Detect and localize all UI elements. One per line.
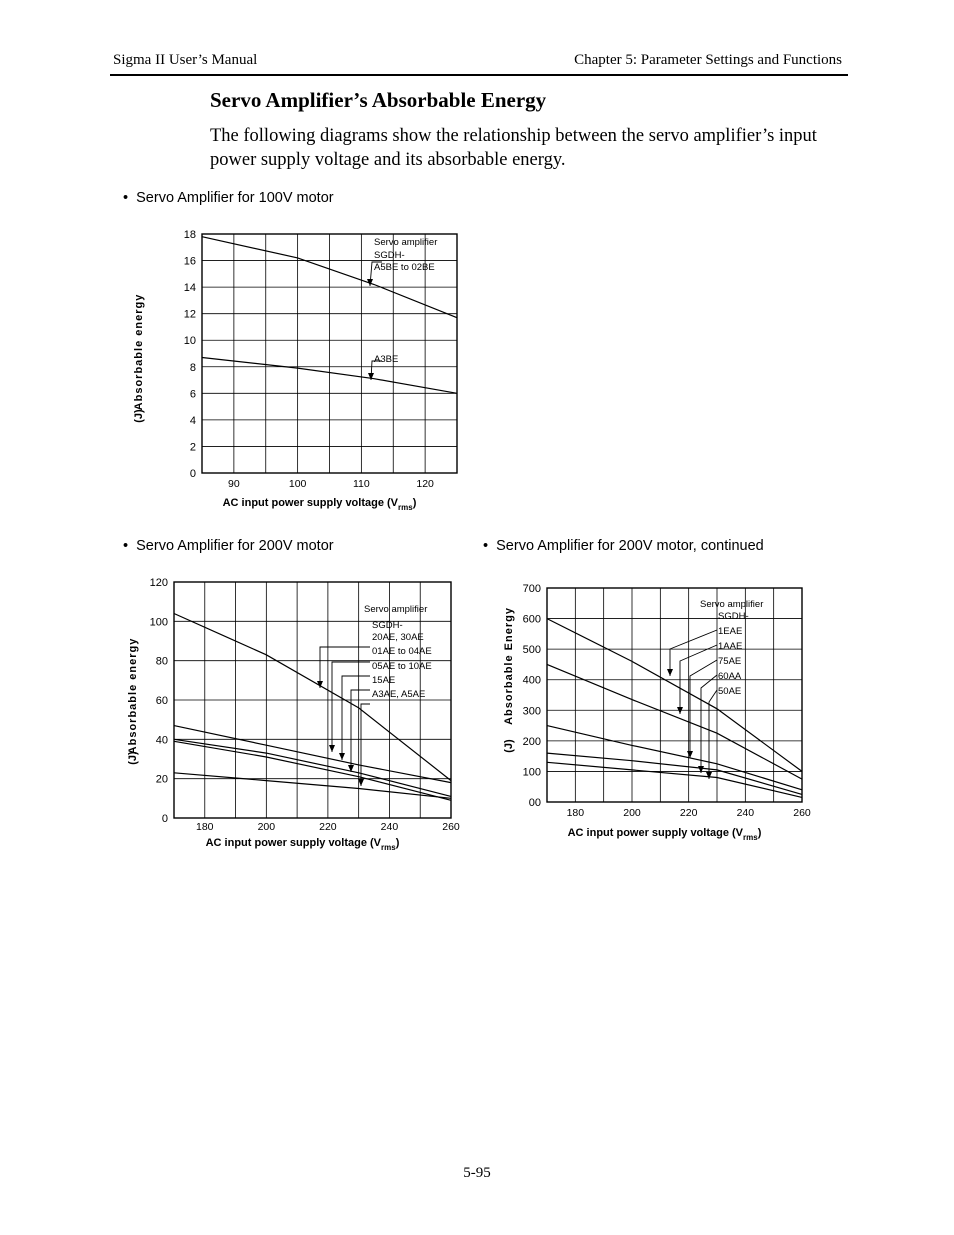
y-axis-label: Absorbable energy xyxy=(127,637,139,755)
y-tick-label: 18 xyxy=(183,229,196,241)
leader-arrowhead xyxy=(667,669,673,676)
leader-arrowhead xyxy=(706,772,712,779)
y-axis-label: Absorbable energy xyxy=(133,293,145,411)
y-tick-label: 8 xyxy=(189,361,196,374)
y-tick-label: 300 xyxy=(522,705,541,718)
y-tick-label: 600 xyxy=(522,613,541,626)
annotation-label: SGDH- xyxy=(374,250,405,261)
x-axis-label-end: ) xyxy=(412,497,417,509)
y-tick-label: 200 xyxy=(522,735,541,748)
annotation-label: 60AA xyxy=(718,671,742,682)
leader-arrowhead xyxy=(329,745,335,752)
y-tick-label: 16 xyxy=(183,255,196,268)
x-axis-label-main: AC input power supply voltage (V xyxy=(567,827,744,839)
series-line xyxy=(547,619,802,772)
bullet-200v: • Servo Amplifier for 200V motor xyxy=(123,538,334,554)
bullet-200v-continued: • Servo Amplifier for 200V motor, continued xyxy=(483,538,764,554)
y-tick-label: 120 xyxy=(149,577,168,589)
annotation-label: 15AE xyxy=(372,675,396,686)
x-tick-label: 200 xyxy=(623,807,641,819)
x-tick-label: 260 xyxy=(442,821,460,833)
y-tick-label: 500 xyxy=(522,644,541,657)
leader-arrowhead xyxy=(698,766,704,773)
x-axis-label xyxy=(223,497,417,512)
leader-line xyxy=(690,660,717,758)
leader-line xyxy=(342,676,370,760)
y-tick-label: 80 xyxy=(155,655,168,668)
annotation-label: 1AAE xyxy=(718,641,743,652)
y-tick-label: 14 xyxy=(183,282,196,295)
x-tick-label: 240 xyxy=(380,821,399,833)
x-axis-label xyxy=(568,827,762,842)
x-axis-label-main: AC input power supply voltage (V xyxy=(222,497,399,509)
x-axis-label xyxy=(206,837,400,852)
section-intro: The following diagrams show the relationship between the servo amplifier’s input power supply voltage and its absorbable energy. xyxy=(210,126,817,170)
annotation-label: 20AE, 30AE xyxy=(372,632,424,643)
y-tick-label: 700 xyxy=(522,583,541,595)
x-tick-label: 220 xyxy=(679,807,698,819)
x-tick-label: 260 xyxy=(793,807,811,819)
header-rule xyxy=(110,74,848,76)
series-line xyxy=(174,741,451,800)
x-tick-label: 180 xyxy=(566,807,585,819)
annotation-label: Servo amplifier xyxy=(374,237,438,248)
chart-200v-continued xyxy=(490,576,820,846)
page-number: 5-95 xyxy=(463,1165,491,1181)
section-title: Servo Amplifier’s Absorbable Energy xyxy=(210,88,547,112)
annotation-label: Servo amplifier xyxy=(364,604,428,615)
x-tick-label: 120 xyxy=(416,478,434,490)
y-tick-label: 400 xyxy=(522,674,541,687)
y-axis-unit: (J) xyxy=(503,739,515,753)
x-tick-label: 100 xyxy=(288,478,307,490)
annotation-label: A3BE xyxy=(374,354,399,365)
y-tick-label: 4 xyxy=(189,414,196,427)
x-axis-label-end: ) xyxy=(757,827,762,839)
y-tick-label: 0 xyxy=(161,813,168,825)
y-axis-label: Absorbable Energy xyxy=(503,607,515,725)
leader-line xyxy=(670,630,717,676)
bullet-100v: • Servo Amplifier for 100V motor xyxy=(123,190,334,206)
annotation-label: 05AE to 10AE xyxy=(372,661,432,672)
annotation-label: Servo amplifier xyxy=(700,599,764,610)
annotation-label: A5BE to 02BE xyxy=(374,262,435,273)
x-tick-label: 110 xyxy=(353,478,370,490)
x-tick-label: 220 xyxy=(319,821,337,833)
x-axis-label-subscript: rms xyxy=(398,503,413,512)
chart-100v xyxy=(120,222,480,518)
y-tick-label: 40 xyxy=(155,734,168,747)
x-tick-label: 240 xyxy=(736,807,755,819)
x-axis-label-subscript: rms xyxy=(743,833,758,842)
x-tick-label: 90 xyxy=(228,478,240,490)
x-tick-label: 180 xyxy=(196,821,214,833)
x-tick-label: 200 xyxy=(257,821,276,833)
y-tick-label: 6 xyxy=(189,388,196,401)
series-line xyxy=(547,664,802,779)
y-tick-label: 10 xyxy=(183,335,196,348)
x-axis-label-end: ) xyxy=(395,837,400,849)
y-tick-label: 20 xyxy=(155,773,168,786)
annotation-label: SGDH- xyxy=(372,620,403,631)
y-tick-label: 2 xyxy=(189,441,196,454)
bullet-200v-continued-text: Servo Amplifier for 200V motor, continued xyxy=(496,538,764,554)
header-chapter-title: Chapter 5: Parameter Settings and Functions xyxy=(574,52,842,68)
leader-arrowhead xyxy=(339,753,345,760)
leader-line xyxy=(709,690,717,779)
y-tick-label: 0 xyxy=(189,468,196,480)
chart-200v xyxy=(110,570,470,860)
y-axis-unit: (J) xyxy=(127,751,139,765)
annotation-label: A3AE, A5AE xyxy=(372,689,426,700)
leader-line xyxy=(351,690,370,772)
series-line xyxy=(547,762,802,797)
annotation-label: 50AE xyxy=(718,686,742,697)
series-line xyxy=(547,726,802,790)
series-line xyxy=(174,726,451,783)
annotation-label: 1EAE xyxy=(718,626,743,637)
x-axis-label-subscript: rms xyxy=(381,843,396,852)
bullet-200v-text: Servo Amplifier for 200V motor xyxy=(136,538,334,554)
y-tick-label: 100 xyxy=(522,766,541,779)
annotation-label: SGDH- xyxy=(718,611,749,622)
plot-frame xyxy=(547,588,802,802)
annotation-label: 01AE to 04AE xyxy=(372,646,432,657)
y-tick-label: 100 xyxy=(149,616,168,629)
bullet-100v-text: Servo Amplifier for 100V motor xyxy=(136,190,334,206)
y-tick-label: 00 xyxy=(528,797,541,809)
header-manual-title: Sigma II User’s Manual xyxy=(113,52,258,68)
y-tick-label: 60 xyxy=(155,695,168,707)
y-axis-unit: (J) xyxy=(133,409,145,423)
annotation-label: 75AE xyxy=(718,656,742,667)
x-axis-label-main: AC input power supply voltage (V xyxy=(205,837,382,849)
y-tick-label: 12 xyxy=(183,308,196,321)
